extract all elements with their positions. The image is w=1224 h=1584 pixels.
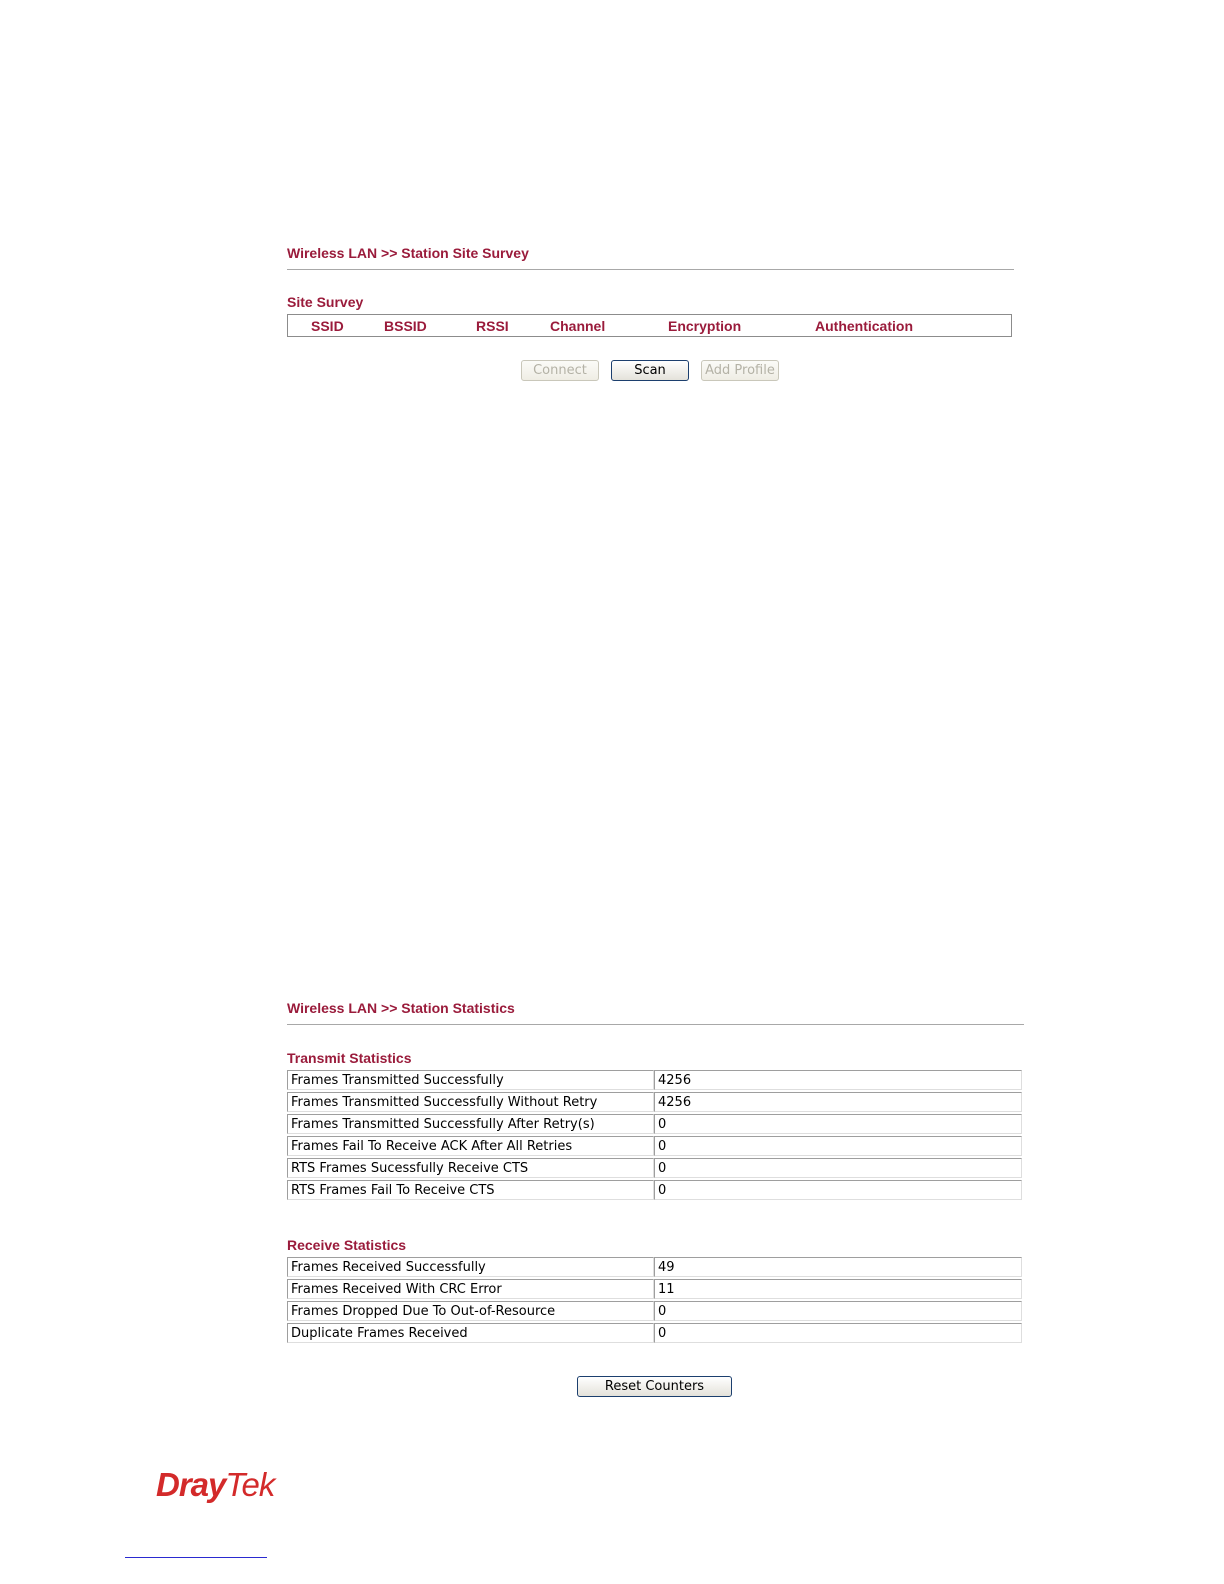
logo-text-dray: Dray — [156, 1466, 226, 1503]
table-row — [287, 1323, 1022, 1343]
draytek-logo — [156, 1466, 274, 1504]
table-row — [287, 1092, 1022, 1112]
stat-value: 4256 — [654, 1070, 1022, 1090]
table-row — [287, 1279, 1022, 1299]
stat-value: 0 — [654, 1136, 1022, 1156]
divider — [287, 269, 1014, 270]
stat-value: 0 — [654, 1114, 1022, 1134]
stat-label: Frames Transmitted Successfully Without Retry — [287, 1092, 654, 1112]
stat-value: 11 — [654, 1279, 1022, 1299]
breadcrumb-station-statistics: Wireless LAN >> Station Statistics — [287, 1000, 515, 1016]
add-profile-button[interactable]: Add Profile — [701, 360, 779, 381]
column-header-authentication[interactable]: Authentication — [815, 318, 913, 334]
stat-label: RTS Frames Sucessfully Receive CTS — [287, 1158, 654, 1178]
table-row — [287, 1158, 1022, 1178]
stat-value: 0 — [654, 1158, 1022, 1178]
stat-label: RTS Frames Fail To Receive CTS — [287, 1180, 654, 1200]
section-title-transmit: Transmit Statistics — [287, 1050, 412, 1066]
section-title-receive: Receive Statistics — [287, 1237, 407, 1253]
column-header-ssid[interactable]: SSID — [311, 318, 344, 334]
table-row — [287, 1257, 1022, 1277]
footer-link-underline — [125, 1557, 267, 1558]
stat-label: Frames Transmitted Successfully — [287, 1070, 654, 1090]
stat-label: Frames Dropped Due To Out-of-Resource — [287, 1301, 654, 1321]
stat-value: 0 — [654, 1180, 1022, 1200]
table-row — [287, 1070, 1022, 1090]
stat-label: Frames Transmitted Successfully After Retry(s) — [287, 1114, 654, 1134]
column-header-bssid[interactable]: BSSID — [384, 318, 427, 334]
receive-statistics-table — [287, 1255, 1022, 1345]
logo-text-tek: Tek — [225, 1466, 275, 1503]
reset-counters-button[interactable]: Reset Counters — [577, 1376, 732, 1397]
table-row — [287, 1180, 1022, 1200]
table-row — [287, 1301, 1022, 1321]
stat-value: 0 — [654, 1301, 1022, 1321]
connect-button[interactable]: Connect — [521, 360, 599, 381]
table-row — [287, 1114, 1022, 1134]
stat-label: Frames Received With CRC Error — [287, 1279, 654, 1299]
table-row — [287, 1136, 1022, 1156]
column-header-encryption[interactable]: Encryption — [668, 318, 742, 334]
stat-label: Frames Fail To Receive ACK After All Retries — [287, 1136, 654, 1156]
section-title-site-survey: Site Survey — [287, 294, 364, 310]
stat-label: Duplicate Frames Received — [287, 1323, 654, 1343]
column-header-rssi[interactable]: RSSI — [476, 318, 509, 334]
site-survey-table-header — [287, 314, 1012, 337]
stat-value: 49 — [654, 1257, 1022, 1277]
scan-button[interactable]: Scan — [611, 360, 689, 381]
column-header-channel[interactable]: Channel — [550, 318, 606, 334]
stat-label: Frames Received Successfully — [287, 1257, 654, 1277]
stat-value: 0 — [654, 1323, 1022, 1343]
transmit-statistics-table — [287, 1068, 1022, 1202]
divider — [287, 1024, 1024, 1025]
stat-value: 4256 — [654, 1092, 1022, 1112]
breadcrumb-site-survey: Wireless LAN >> Station Site Survey — [287, 245, 529, 261]
